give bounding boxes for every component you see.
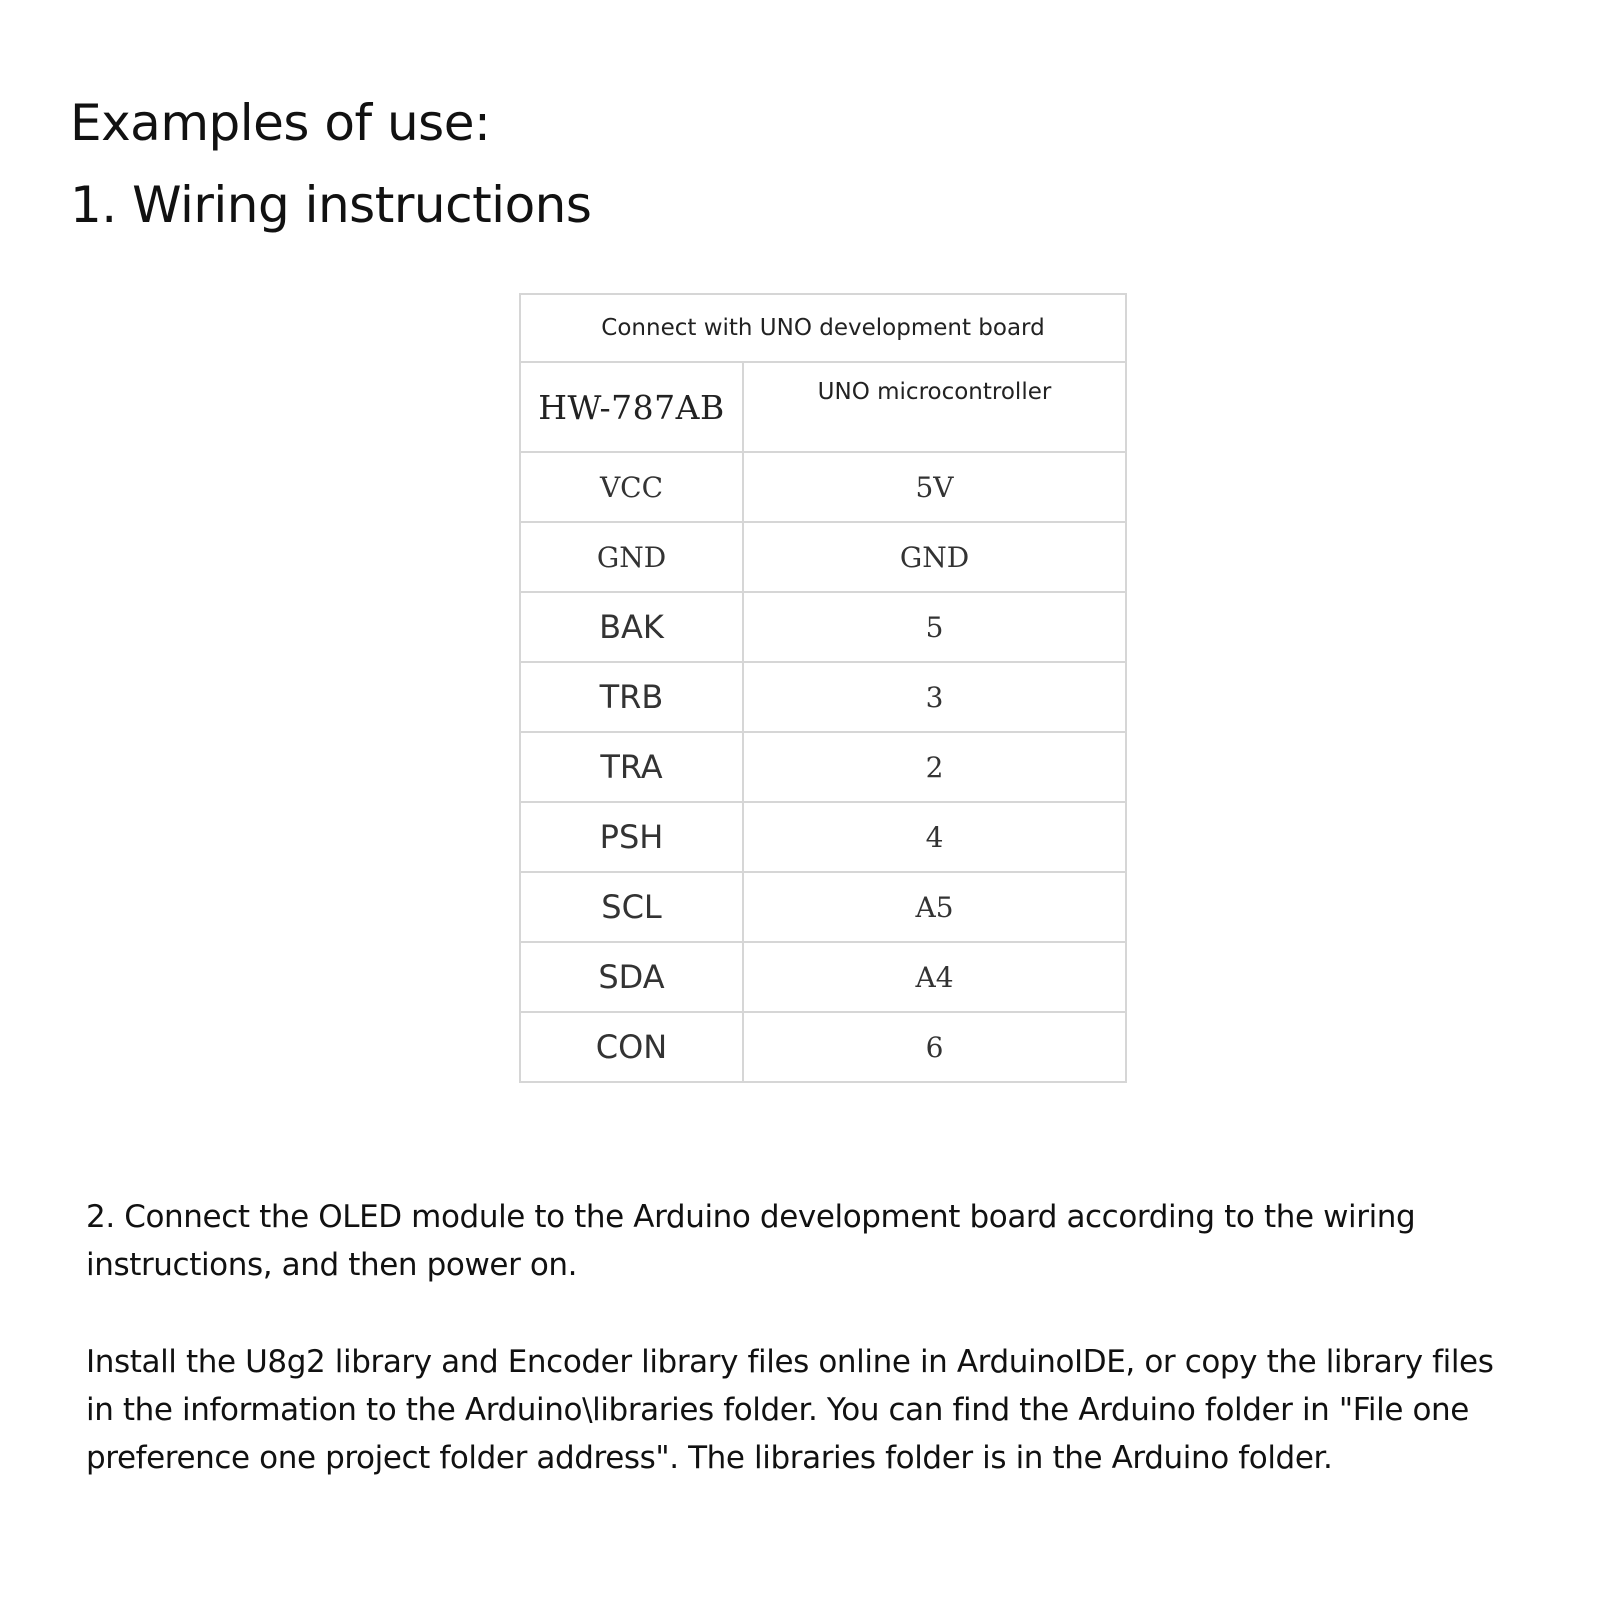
table-row xyxy=(520,732,1126,802)
uno-pin-cell: 5V xyxy=(743,452,1126,522)
uno-pin-cell: 4 xyxy=(743,802,1126,872)
table-row xyxy=(520,942,1126,1012)
module-pin-cell: TRA xyxy=(520,732,743,802)
table-row xyxy=(520,452,1126,522)
uno-pin-cell: 2 xyxy=(743,732,1126,802)
table-row xyxy=(520,592,1126,662)
module-pin-cell: SDA xyxy=(520,942,743,1012)
table-caption: Connect with UNO development board xyxy=(520,294,1126,362)
module-pin-cell: GND xyxy=(520,522,743,592)
uno-pin-cell: 6 xyxy=(743,1012,1126,1082)
wiring-table xyxy=(519,293,1127,1083)
install-library-paragraph: Install the U8g2 library and Encoder library files online in ArduinoIDE, or copy the library files in the information to the Arduino\libraries folder. You can find the Arduino folder in "File one preference one project folder address". The libraries folder is in the Arduino folder. xyxy=(86,1344,1494,1476)
table-row xyxy=(520,802,1126,872)
column-header-board: UNO microcontroller xyxy=(743,362,1126,452)
table-row xyxy=(520,872,1126,942)
module-pin-cell: TRB xyxy=(520,662,743,732)
table-row xyxy=(520,1012,1126,1082)
uno-pin-cell: 3 xyxy=(743,662,1126,732)
table-row xyxy=(520,522,1126,592)
wiring-instructions-heading: 1. Wiring instructions xyxy=(70,176,592,234)
table-caption-row xyxy=(520,294,1126,362)
module-pin-cell: SCL xyxy=(520,872,743,942)
uno-pin-cell: 5 xyxy=(743,592,1126,662)
module-pin-cell: CON xyxy=(520,1012,743,1082)
uno-pin-cell: GND xyxy=(743,522,1126,592)
module-pin-cell: VCC xyxy=(520,452,743,522)
uno-pin-cell: A5 xyxy=(743,872,1126,942)
module-pin-cell: BAK xyxy=(520,592,743,662)
module-pin-cell: PSH xyxy=(520,802,743,872)
uno-pin-cell: A4 xyxy=(743,942,1126,1012)
table-header-row xyxy=(520,362,1126,452)
column-header-module: HW-787AB xyxy=(520,362,743,452)
step-2-paragraph: 2. Connect the OLED module to the Arduino development board according to the wiring instructions, and then power on. xyxy=(86,1199,1416,1283)
examples-heading: Examples of use: xyxy=(70,94,491,152)
table-row xyxy=(520,662,1126,732)
